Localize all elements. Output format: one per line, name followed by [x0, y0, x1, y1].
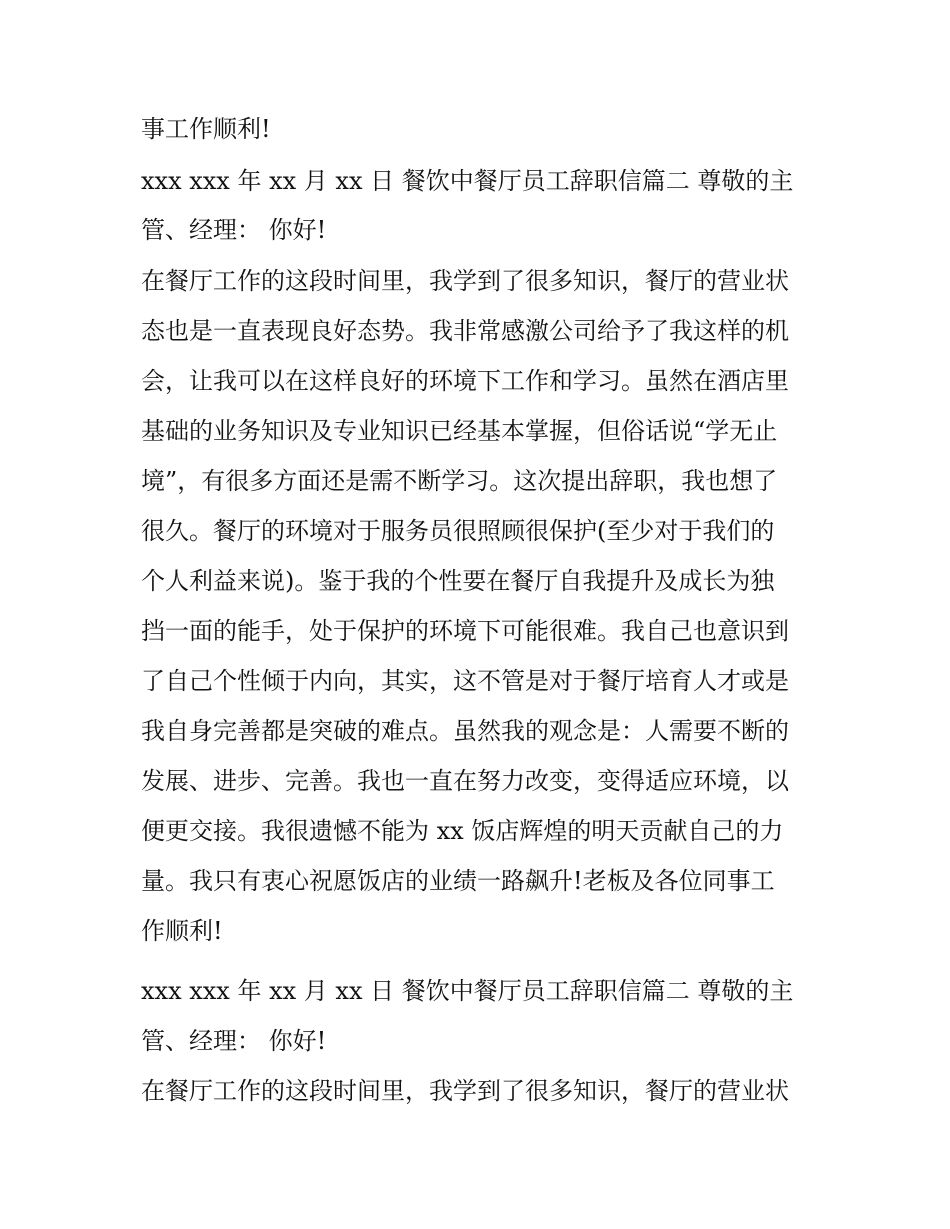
text-line: 境”，有很多方面还是需不断学习。这次提出辞职，我也想了	[141, 467, 778, 495]
text-line: 作顺利!	[141, 917, 223, 945]
text-line: 很久。餐厅的环境对于服务员很照顾很保护(至少对于我们的	[141, 517, 775, 545]
text-line: 态也是一直表现良好态势。我非常感激公司给予了我这样的机	[141, 317, 789, 345]
text-line: 了自己个性倾于内向，其实，这不管是对于餐厅培育人才或是	[141, 667, 789, 695]
text-line: 基础的业务知识及专业知识已经基本掌握，但俗话说“学无止	[141, 417, 778, 445]
text-line: 管、经理： 你好!	[141, 216, 327, 244]
text-line: 我自身完善都是突破的难点。虽然我的观念是：人需要不断的	[141, 717, 789, 745]
text-line: xxx xxx 年 xx 月 xx 日 餐饮中餐厅员工辞职信篇二 尊敬的主	[141, 167, 794, 195]
text-line: 个人利益来说)。鉴于我的个性要在餐厅自我提升及成长为独	[141, 567, 775, 595]
text-line: 会，让我可以在这样良好的环境下工作和学习。虽然在酒店里	[141, 367, 789, 395]
text-line: xxx xxx 年 xx 月 xx 日 餐饮中餐厅员工辞职信篇二 尊敬的主	[141, 977, 794, 1005]
text-line: 挡一面的能手，处于保护的环境下可能很难。我自己也意识到	[141, 617, 789, 645]
text-line: 事工作顺利!	[141, 115, 271, 143]
text-line: 发展、进步、完善。我也一直在努力改变，变得适应环境，以	[141, 767, 789, 795]
text-line: 在餐厅工作的这段时间里，我学到了很多知识，餐厅的营业状	[141, 267, 789, 295]
text-line: 量。我只有衷心祝愿饭店的业绩一路飙升!老板及各位同事工	[141, 867, 775, 895]
text-line: 管、经理： 你好!	[141, 1027, 327, 1055]
text-line: 在餐厅工作的这段时间里，我学到了很多知识，餐厅的营业状	[141, 1077, 789, 1105]
text-line: 便更交接。我很遗憾不能为 xx 饭店辉煌的明天贡献自己的力	[141, 817, 784, 845]
